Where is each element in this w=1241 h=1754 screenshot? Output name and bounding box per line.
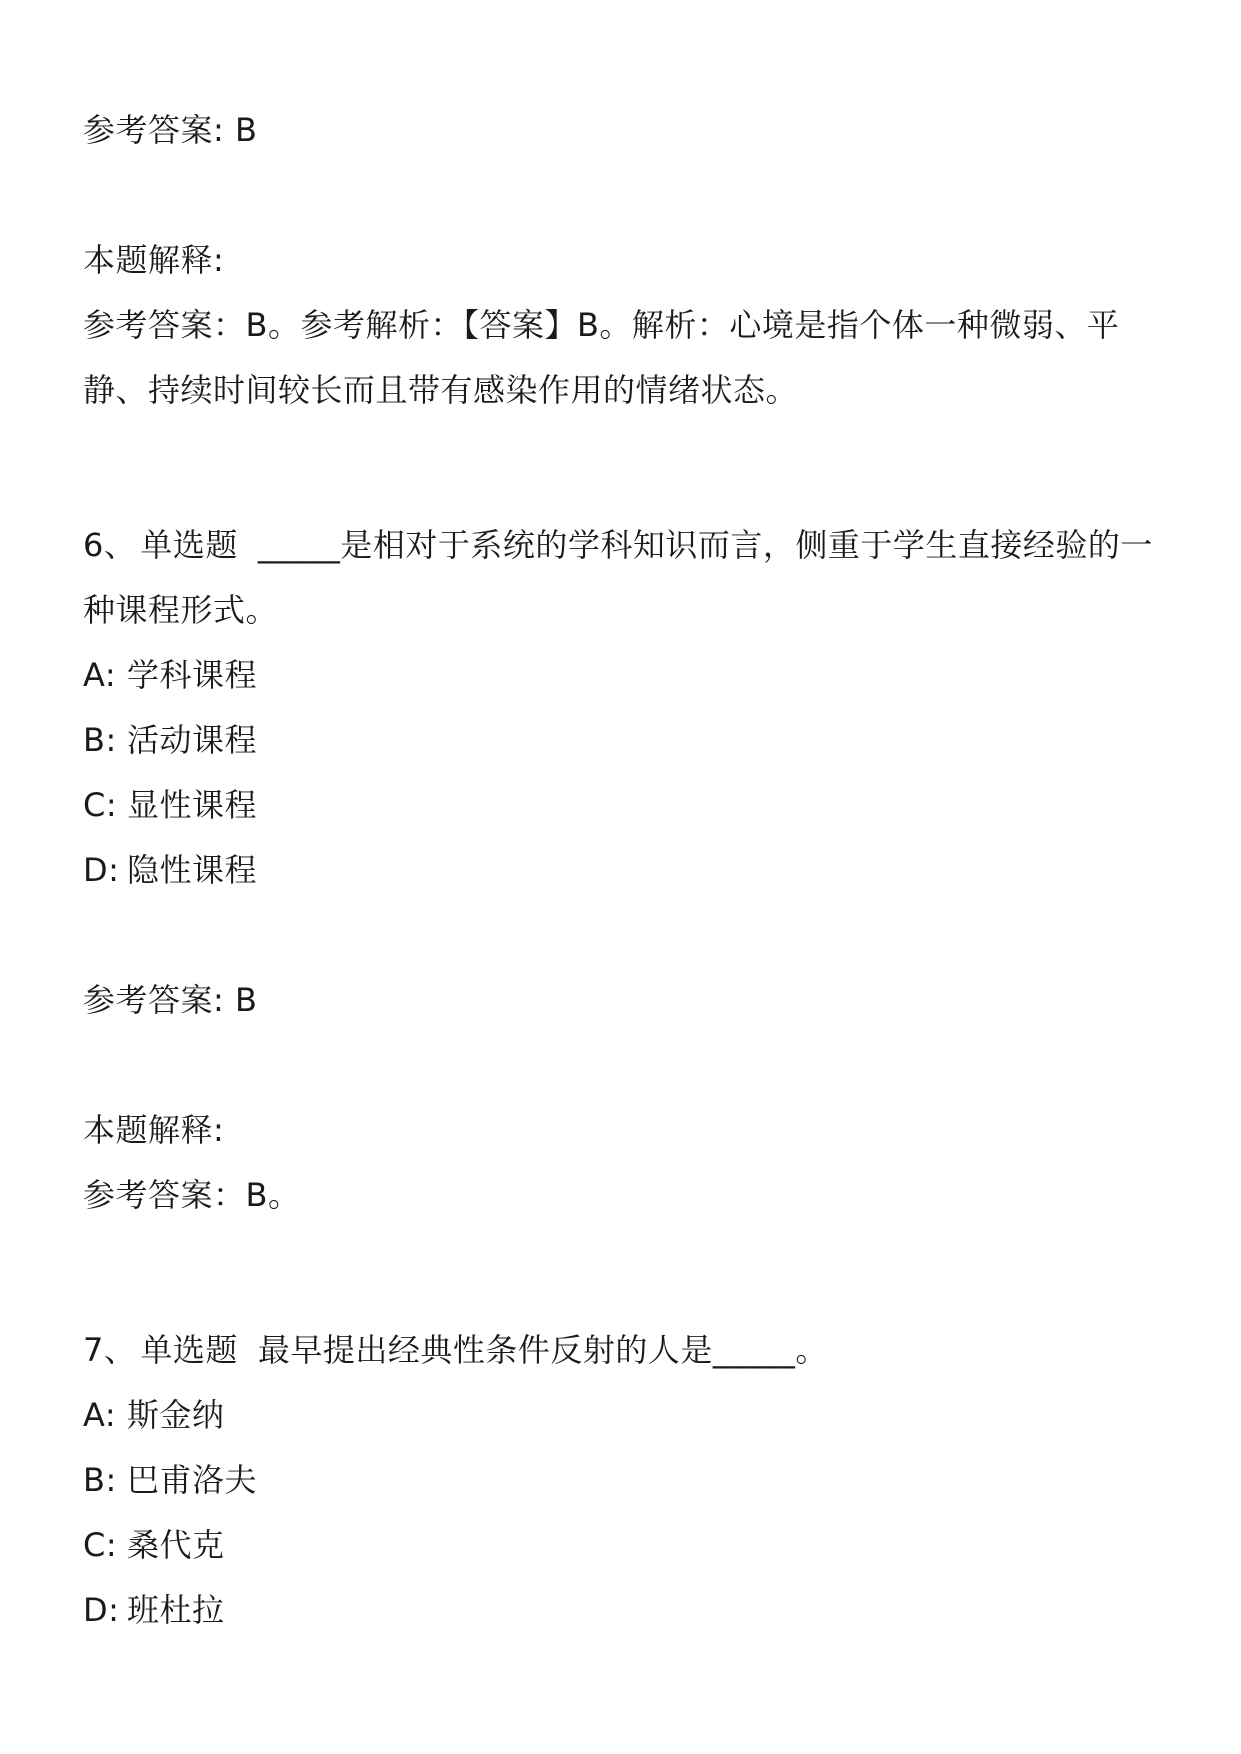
q7-stem-text: 最早提出经典性条件反射的人是_____。	[257, 1331, 828, 1369]
q7-option-d	[83, 1590, 225, 1630]
q7-option-a	[83, 1395, 225, 1435]
q5-explanation-heading: 本题解释:	[83, 241, 225, 279]
option-letter: D:	[83, 851, 120, 889]
q5-explanation-line-1: 参考答案：B。参考解析：【答案】B。解析：心境是指个体一种微弱、平	[83, 306, 1120, 344]
q6-option-b	[83, 720, 257, 760]
q6-answer: 参考答案: B	[83, 981, 258, 1019]
q7-stem	[83, 1330, 828, 1370]
option-letter: C:	[83, 1526, 118, 1564]
option-letter: B:	[83, 1461, 117, 1499]
q6-stem-text: _____是相对于系统的学科知识而言，侧重于学生直接经验的一	[257, 526, 1153, 564]
q6-option-d	[83, 850, 257, 890]
option-text: 隐性课程	[127, 851, 258, 889]
q6-stem-line-2: 种课程形式。	[83, 591, 279, 629]
option-letter: B:	[83, 721, 117, 759]
q6-option-c	[83, 785, 257, 825]
option-text: 斯金纳	[127, 1396, 225, 1434]
option-text: 班杜拉	[127, 1591, 225, 1629]
option-letter: A:	[83, 656, 117, 694]
option-text: 活动课程	[127, 721, 258, 759]
q6-option-a	[83, 655, 257, 695]
option-text: 巴甫洛夫	[127, 1461, 258, 1499]
q5-explanation-line-2: 静、持续时间较长而且带有感染作用的情绪状态。	[83, 371, 799, 409]
option-letter: A:	[83, 1396, 117, 1434]
q6-type: 单选题	[140, 526, 238, 564]
option-text: 学科课程	[127, 656, 258, 694]
q6-stem-line-1	[83, 525, 1153, 565]
q7-number: 7、	[83, 1331, 137, 1369]
q7-type: 单选题	[140, 1331, 238, 1369]
q7-option-c	[83, 1525, 225, 1565]
q5-answer: 参考答案: B	[83, 111, 258, 149]
q7-option-b	[83, 1460, 257, 1500]
q6-number: 6、	[83, 526, 137, 564]
option-text: 桑代克	[127, 1526, 225, 1564]
option-text: 显性课程	[127, 786, 258, 824]
option-letter: C:	[83, 786, 118, 824]
option-letter: D:	[83, 1591, 120, 1629]
q6-explanation: 参考答案：B。	[83, 1176, 301, 1214]
q6-explanation-heading: 本题解释:	[83, 1111, 225, 1149]
